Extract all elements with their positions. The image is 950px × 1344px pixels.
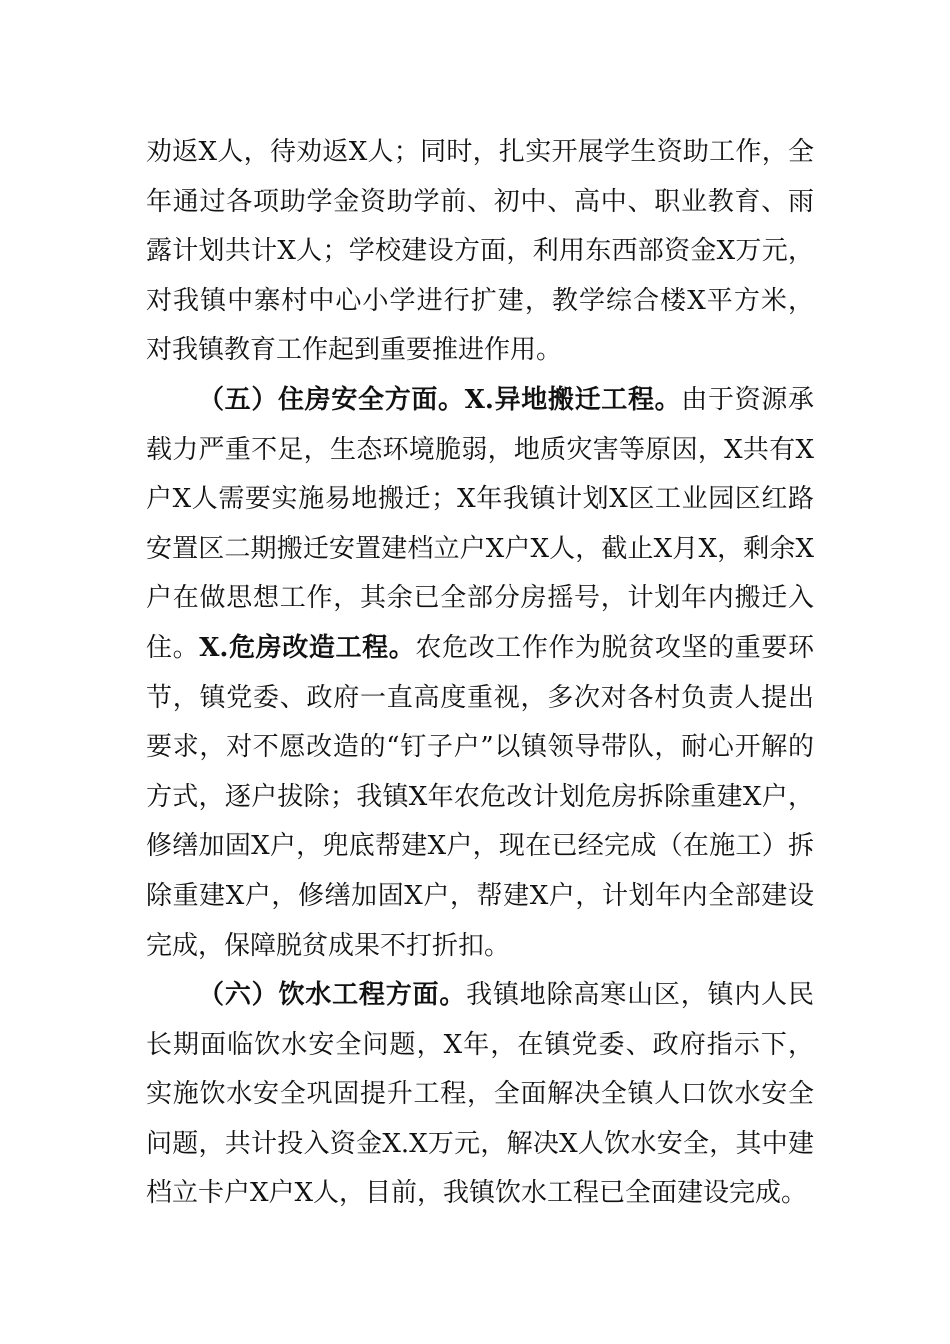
section-heading-housing: （五）住房安全方面。: [198, 384, 465, 415]
subheading-dilapidated-housing: X.危房改造工程。: [199, 632, 416, 663]
subheading-relocation: X.异地搬迁工程。: [464, 384, 682, 415]
paragraph-text: 劝返X人，待劝返X人；同时，扎实开展学生资助工作，全年通过各项助学金资助学前、初中、高中、职业教育、雨露计划共计X人；学校建设方面，利用东西部资金X万元，对我镇中寨村中心小学进行扩建，教学综合楼X平方米，对我镇教育工作起到重要推进作用。: [146, 137, 814, 366]
paragraph-water-project: [146, 971, 814, 1219]
paragraph-text: 由于资源承载力严重不足，生态环境脆弱，地质灾害等原因，X共有X户X人需要实施易地搬迁；X年我镇计划X区工业园区红路安置区二期搬迁安置建档立户X户X人，截止X月X，剩余X户在做思想工作，其余已全部分房摇号，计划年内搬迁入住。: [146, 384, 814, 663]
paragraph-text: 农危改工作作为脱贫攻坚的重要环节，镇党委、政府一直高度重视，多次对各村负责人提出要求，对不愿改造的“钉子户”以镇领导带队，耐心开解的方式，逐户拔除；我镇X年农危改计划危房拆除重建X户，修缮加固X户，兜底帮建X户，现在已经完成（在施工）拆除重建X户，修缮加固X户，帮建X户，计划年内全部建设完成，保障脱贫成果不打折扣。: [146, 632, 814, 961]
document-body: [146, 128, 814, 1219]
paragraph-education-continued: [146, 128, 814, 376]
section-heading-water: （六）饮水工程方面。: [198, 980, 467, 1011]
paragraph-text: 我镇地除高寒山区，镇内人民长期面临饮水安全问题，X年，在镇党委、政府指示下，实施饮水安全巩固提升工程，全面解决全镇人口饮水安全问题，共计投入资金X.X万元，解决X人饮水安全，其中建档立卡户X户X人，目前，我镇饮水工程已全面建设完成。: [146, 980, 814, 1209]
paragraph-housing-safety: [146, 376, 814, 971]
